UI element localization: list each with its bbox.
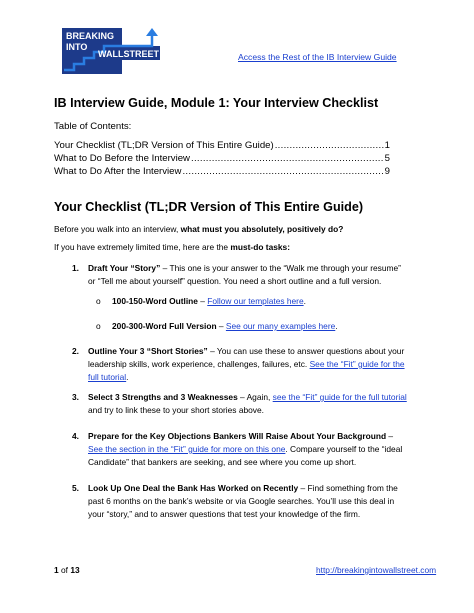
sub-item-end: . <box>335 321 338 331</box>
toc-entry-label: What to Do Before the Interview <box>54 153 190 164</box>
item-text <box>88 482 410 521</box>
item-body: – This one is your answer to the “Walk me through your resume” or “Tell me about yourself” question. You need a short outline and a full version. <box>88 263 401 286</box>
item-body: – Again, <box>237 392 273 402</box>
toc-leader-dots <box>191 153 384 164</box>
toc-heading: Table of Contents: <box>54 121 132 132</box>
item-title: Draft Your “Story” <box>88 263 161 273</box>
toc-entry[interactable] <box>54 166 390 177</box>
item-title: Outline Your 3 “Short Stories” <box>88 346 208 356</box>
toc-entry[interactable] <box>54 153 390 164</box>
item-number: 5. <box>72 483 79 493</box>
sub-item-sep: – <box>197 296 208 306</box>
item-number: 1. <box>72 263 79 273</box>
page-total: 13 <box>70 565 80 575</box>
toc-entry[interactable] <box>54 140 390 151</box>
toc-leader-dots <box>275 140 384 151</box>
page-title: IB Interview Guide, Module 1: Your Interview Checklist <box>54 96 379 110</box>
sub-item-title: 100-150-Word Outline <box>112 296 198 306</box>
toc-entry-label: What to Do After the Interview <box>54 166 182 177</box>
fit-guide-link[interactable]: See the “Fit” guide for the full tutorial <box>88 359 405 382</box>
toc-entry-page: 5 <box>384 153 390 164</box>
examples-link[interactable]: See our many examples here <box>225 321 336 331</box>
sub-item <box>96 321 338 331</box>
toc-entry-page: 1 <box>384 140 390 151</box>
item-title: Select 3 Strengths and 3 Weaknesses <box>88 392 238 402</box>
item-text <box>88 430 410 469</box>
sub-item-sep: – <box>216 321 226 331</box>
sub-bullet: o <box>96 321 101 331</box>
fit-guide-link[interactable]: see the “Fit” guide for the full tutorial <box>272 392 407 402</box>
item-text <box>88 262 410 288</box>
toc-leader-dots <box>182 166 383 177</box>
sub-item-title: 200-300-Word Full Version <box>112 321 217 331</box>
item-body: – Find something from the past 6 months on the bank’s website or via Google searches. You’ll use this deal in your “story,” and to answer questions that test your knowledge of the firm. <box>88 483 398 519</box>
item-body: – <box>386 431 394 441</box>
breaking-into-wallstreet-logo[interactable] <box>62 28 170 74</box>
page-current: 1 <box>54 565 59 575</box>
intro-bold: must-do tasks: <box>230 242 290 252</box>
logo-text-line1: BREAKING <box>66 31 115 41</box>
intro-paragraph-1 <box>54 224 343 234</box>
item-number: 3. <box>72 392 79 402</box>
intro-bold: what must you absolutely, positively do? <box>180 224 344 234</box>
item-text <box>88 345 410 384</box>
intro-text: Before you walk into an interview, <box>54 224 181 234</box>
item-end: and try to link these to your short stories above. <box>88 405 264 415</box>
website-link[interactable]: http://breakingintowallstreet.com <box>316 565 437 575</box>
sub-bullet: o <box>96 296 101 306</box>
sub-item <box>96 296 306 306</box>
fit-guide-section-link[interactable]: See the section in the “Fit” guide for more on this one <box>88 444 286 454</box>
ib-guide-link[interactable]: Access the Rest of the IB Interview Guide <box>238 52 397 62</box>
item-title: Look Up One Deal the Bank Has Worked on Recently <box>88 483 299 493</box>
logo-text-line3: WALLSTREET <box>98 49 159 59</box>
item-number: 4. <box>72 431 79 441</box>
section-heading: Your Checklist (TL;DR Version of This Entire Guide) <box>54 200 364 214</box>
sub-item-end: . <box>303 296 306 306</box>
intro-paragraph-2 <box>54 242 290 252</box>
page-of: of <box>58 565 71 575</box>
item-body: – You can use these to answer questions about your leadership skills, work experience, challenges, failures, etc. <box>88 346 405 369</box>
item-number: 2. <box>72 346 79 356</box>
item-text <box>88 391 410 417</box>
toc-entry-label: Your Checklist (TL;DR Version of This Entire Guide) <box>54 140 274 151</box>
logo-text-line2: INTO <box>66 42 88 52</box>
page-number <box>54 565 80 575</box>
toc-entry-page: 9 <box>384 166 390 177</box>
item-end: . <box>126 372 129 382</box>
templates-link[interactable]: Follow our templates here <box>207 296 304 306</box>
intro-text: If you have extremely limited time, here are the <box>54 242 231 252</box>
item-end: . Compare yourself to the “ideal Candidate” that bankers are seeking, and see where you come up short. <box>88 444 403 467</box>
item-title: Prepare for the Key Objections Bankers Will Raise About Your Background <box>88 431 387 441</box>
